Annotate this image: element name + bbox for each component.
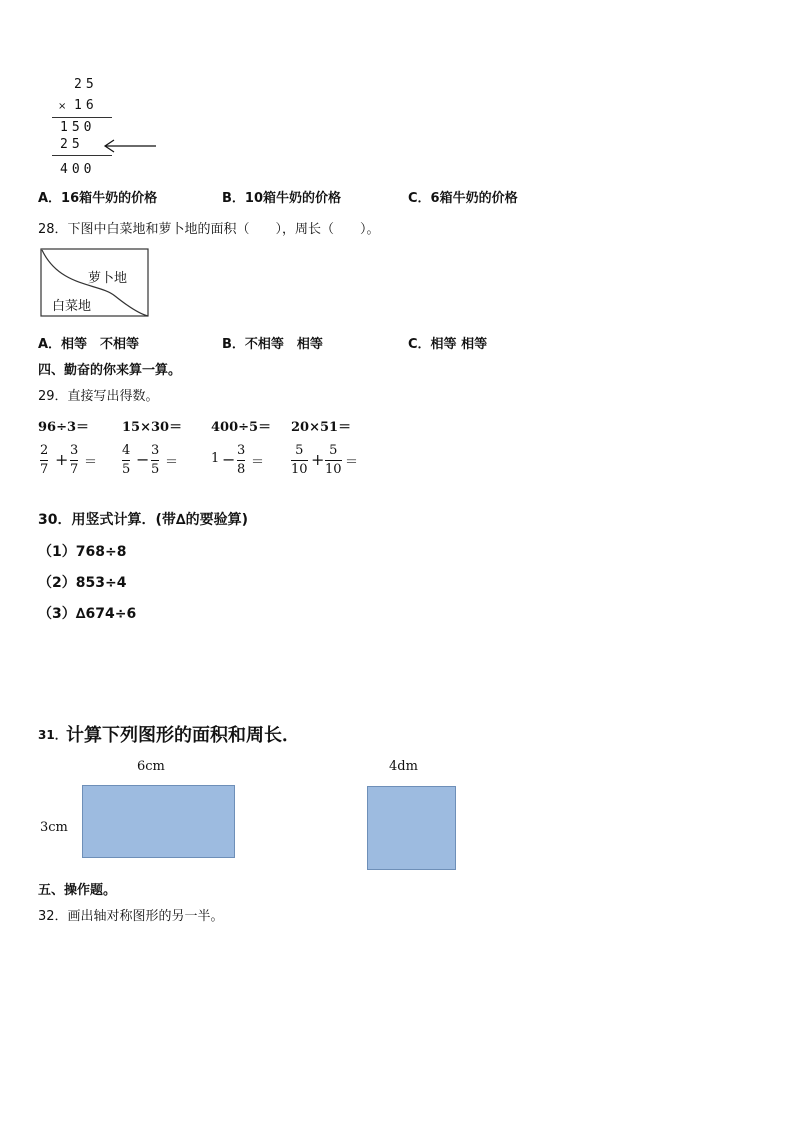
fraction [40, 443, 48, 478]
fraction [325, 443, 342, 478]
numerator: 3 [237, 443, 246, 458]
denominator: 10 [325, 462, 342, 477]
q28-option-b: B．不相等 相等 [222, 337, 323, 352]
q31-title: 计算下列图形的面积和周长． [66, 725, 300, 746]
q32-question: 32．画出轴对称图形的另一半。 [38, 909, 224, 924]
calc-rule-2 [52, 155, 112, 156]
square-side-label: 4dm [389, 759, 418, 774]
denominator: 7 [40, 462, 49, 477]
equals: ＝ [84, 455, 98, 470]
fraction [237, 443, 245, 478]
q27-option-a: A．16箱牛奶的价格 [38, 191, 158, 206]
fraction [151, 443, 159, 478]
q29-title: 29．直接写出得数。 [38, 389, 159, 404]
section-4-heading: 四、勤奋的你来算一算。 [38, 363, 182, 378]
operator: + [55, 450, 69, 469]
fraction [122, 443, 130, 478]
numerator: 3 [151, 443, 160, 458]
q29-expr-3: 400÷5＝ [211, 420, 272, 435]
rectangle-shape [82, 785, 235, 858]
numerator: 3 [70, 443, 79, 458]
calc-line-1: 25 [74, 77, 98, 92]
times-sign: × [58, 101, 67, 112]
numerator: 2 [40, 443, 49, 458]
q27-option-c: C．6箱牛奶的价格 [408, 191, 518, 206]
q28-option-a: A．相等 不相等 [38, 337, 140, 352]
q30-item-2: （2）853÷4 [38, 575, 127, 591]
denominator: 10 [291, 462, 308, 477]
denominator: 5 [151, 462, 160, 477]
section-5-heading: 五、操作题。 [38, 883, 117, 898]
fraction [291, 443, 308, 478]
denominator: 8 [237, 462, 246, 477]
q28-option-c: C．相等 相等 [408, 337, 488, 352]
operator: − [136, 450, 150, 469]
operator: − [222, 450, 236, 469]
calc-line-5: 400 [60, 162, 96, 177]
numerator: 4 [122, 443, 131, 458]
q28-question: 28．下图中白菜地和萝卜地的面积（ ），周长（ ）。 [38, 222, 380, 237]
q29-expr-4: 20×51＝ [291, 420, 352, 435]
square-shape [367, 786, 456, 870]
rect-height-label: 3cm [40, 820, 68, 835]
arrow-left-icon [100, 138, 160, 154]
label-radish-field: 萝卜地 [88, 271, 128, 286]
operator: + [311, 450, 325, 469]
rect-width-label: 6cm [137, 759, 165, 774]
equals: ＝ [345, 455, 359, 470]
numerator: 5 [295, 443, 304, 458]
fraction [70, 443, 78, 478]
calc-rule-1 [52, 117, 112, 118]
q30-item-3: （3）∆674÷6 [38, 606, 137, 622]
whole-number: 1 [211, 451, 220, 466]
q29-expr-1: 96÷3＝ [38, 420, 90, 435]
q31-number: 31． [38, 728, 67, 742]
q29-expr-2: 15×30＝ [122, 420, 183, 435]
numerator: 5 [329, 443, 338, 458]
label-cabbage-field: 白菜地 [52, 299, 92, 314]
equals: ＝ [165, 455, 179, 470]
q30-title: 30．用竖式计算．(带∆的要验算) [38, 512, 249, 528]
q27-option-b: B．10箱牛奶的价格 [222, 191, 341, 206]
calc-line-4: 25 [60, 137, 84, 152]
denominator: 5 [122, 462, 131, 477]
calc-line-3: 150 [60, 120, 96, 135]
q30-item-1: （1）768÷8 [38, 544, 127, 560]
denominator: 7 [70, 462, 79, 477]
calc-line-2: 16 [74, 98, 98, 113]
equals: ＝ [251, 455, 265, 470]
